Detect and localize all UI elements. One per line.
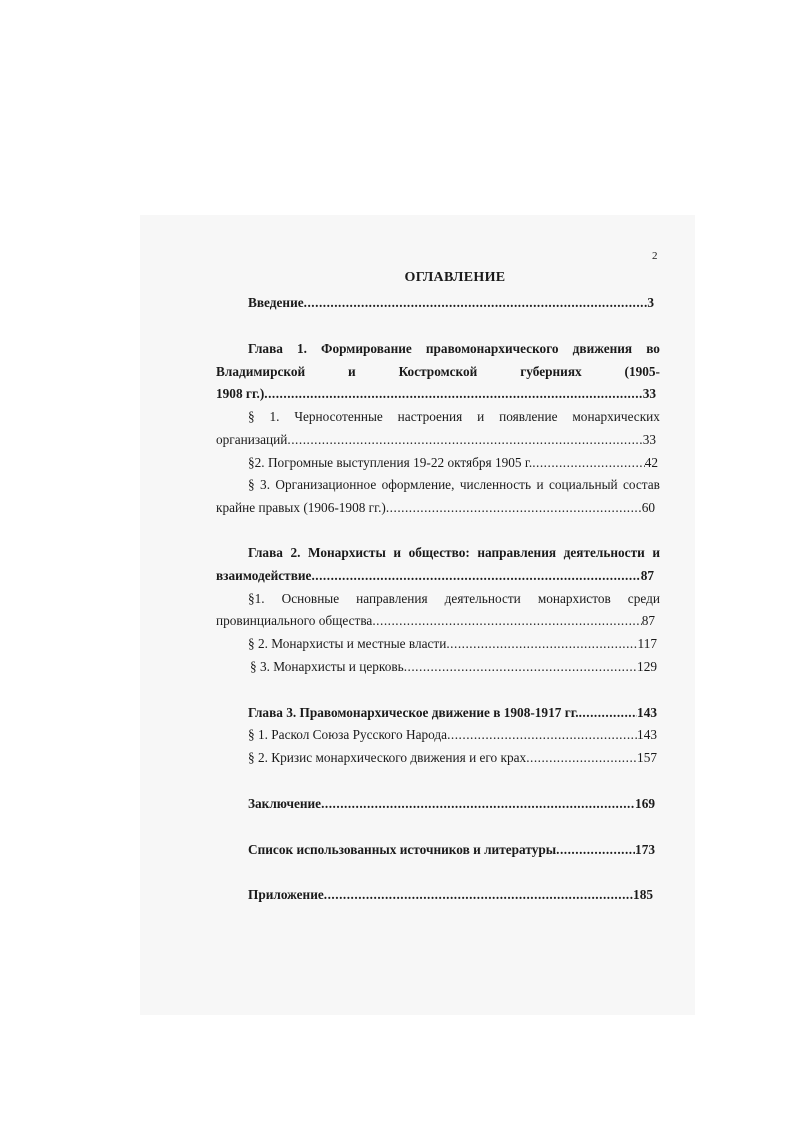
word: состав [623, 477, 660, 492]
toc-section-1-3-line1[interactable] [248, 475, 660, 495]
word: появление [499, 409, 558, 424]
entry-label: организаций [216, 432, 288, 447]
entry-label: Глава 3. Правомонархическое движение в 1908-1917 гг. [248, 705, 579, 720]
toc-section-1-2[interactable] [248, 453, 658, 473]
word: правомонархического [425, 341, 559, 356]
entry-page: 3 [647, 295, 654, 310]
entry-label: § 2. Кризис монархического движения и его крах [248, 750, 527, 765]
word: Формирование [321, 341, 412, 356]
entry-label: Заключение [248, 796, 322, 811]
entry-label: провинциального общества [216, 613, 373, 628]
entry-page: 185 [633, 887, 653, 902]
dot-leader [532, 453, 645, 473]
word: Владимирской [216, 364, 306, 379]
word: общество: [408, 545, 470, 560]
entry-page: 117 [637, 636, 657, 651]
dot-leader [556, 840, 635, 860]
word: деятельности [563, 545, 645, 560]
word: настроения [397, 409, 463, 424]
word: во [646, 341, 660, 356]
entry-label: § 2. Монархисты и местные власти [248, 636, 447, 651]
entry-page: 33 [642, 386, 656, 401]
toc-entry-intro[interactable] [248, 293, 654, 313]
toc-section-1-3-line2[interactable] [216, 498, 655, 518]
word: среди [627, 591, 660, 606]
word: оформление, [381, 477, 455, 492]
word: §1. [248, 591, 265, 606]
entry-label: § 1. Раскол Союза Русского Народа [248, 727, 448, 742]
toc-section-3-1[interactable] [248, 725, 657, 745]
word: Глава [248, 341, 283, 356]
entry-page: 157 [637, 750, 657, 765]
entry-label: Список использованных источников и литературы [248, 842, 557, 857]
dot-leader [324, 885, 633, 905]
word: движения [572, 341, 633, 356]
word: социальный [548, 477, 618, 492]
dot-leader [321, 794, 635, 814]
entry-page: 169 [635, 796, 655, 811]
toc-section-2-2[interactable] [248, 634, 657, 654]
entry-label: § 3. Монархисты и церковь [250, 659, 404, 674]
word: 1. [269, 409, 280, 424]
word: губерниях [520, 364, 582, 379]
dot-leader [447, 725, 637, 745]
entry-page: 87 [640, 568, 654, 583]
word: Глава [248, 545, 283, 560]
toc-entry-conclusion[interactable] [248, 794, 655, 814]
entry-page: 33 [642, 432, 656, 447]
word: 1. [296, 341, 307, 356]
toc-chapter-1-line3[interactable] [216, 384, 656, 404]
toc-section-1-1-line2[interactable] [216, 430, 656, 450]
toc-entry-appendix[interactable] [248, 885, 653, 905]
word: монархических [572, 409, 660, 424]
word: 2. [290, 545, 301, 560]
word: и [348, 364, 356, 379]
dot-leader [287, 430, 642, 450]
entry-page: 129 [637, 659, 657, 674]
entry-page: 143 [637, 727, 657, 742]
dot-leader [264, 384, 642, 404]
toc-section-1-1-line1[interactable] [248, 407, 660, 427]
word: и [477, 409, 485, 424]
dot-leader [386, 498, 642, 518]
dot-leader [404, 657, 637, 677]
entry-label: крайне правых (1906-1908 гг.) [216, 500, 386, 515]
toc-section-2-3[interactable] [250, 657, 657, 677]
entry-page: 143 [637, 705, 657, 720]
word: деятельности [444, 591, 521, 606]
toc-chapter-1-line2[interactable] [216, 362, 660, 382]
toc-title: ОГЛАВЛЕНИЕ [404, 270, 506, 285]
toc-chapter-2-line1[interactable] [248, 543, 660, 563]
word: направления [356, 591, 428, 606]
entry-page: 60 [641, 500, 655, 515]
entry-label: §2. Погромные выступления 19-22 октября 1905 г. [248, 455, 533, 470]
toc-chapter-2-line2[interactable] [216, 566, 654, 586]
toc-section-2-1-line2[interactable] [216, 611, 655, 631]
dot-leader [304, 293, 648, 313]
word: Основные [281, 591, 340, 606]
word: Монархисты [307, 545, 386, 560]
dot-leader [446, 634, 637, 654]
entry-page: 42 [644, 455, 658, 470]
word: § [248, 409, 255, 424]
entry-label: 1908 гг.) [216, 386, 265, 401]
toc-entry-sources[interactable] [248, 840, 655, 860]
page-number: 2 [652, 250, 658, 262]
word: направления [477, 545, 557, 560]
word: Костромской [398, 364, 478, 379]
dot-leader [526, 748, 637, 768]
word: Черносотенные [294, 409, 383, 424]
toc-chapter-1-line1[interactable] [248, 339, 660, 359]
word: и [393, 545, 402, 560]
toc-section-3-2[interactable] [248, 748, 657, 768]
entry-label: взаимодействие [216, 568, 312, 583]
dot-leader [579, 703, 637, 723]
word: и [652, 545, 660, 560]
toc-section-2-1-line1[interactable] [248, 589, 660, 609]
word: (1905- [624, 364, 660, 379]
dot-leader [372, 611, 641, 631]
entry-page: 173 [635, 842, 655, 857]
entry-page: 87 [641, 613, 655, 628]
toc-chapter-3[interactable] [248, 703, 657, 723]
word: § [248, 477, 255, 492]
word: и [536, 477, 544, 492]
entry-label: Приложение [248, 887, 324, 902]
word: 3. [260, 477, 271, 492]
word: численность [459, 477, 532, 492]
dot-leader [311, 566, 640, 586]
word: монархистов [537, 591, 611, 606]
word: Организационное [275, 477, 377, 492]
entry-label: Введение [248, 295, 304, 310]
